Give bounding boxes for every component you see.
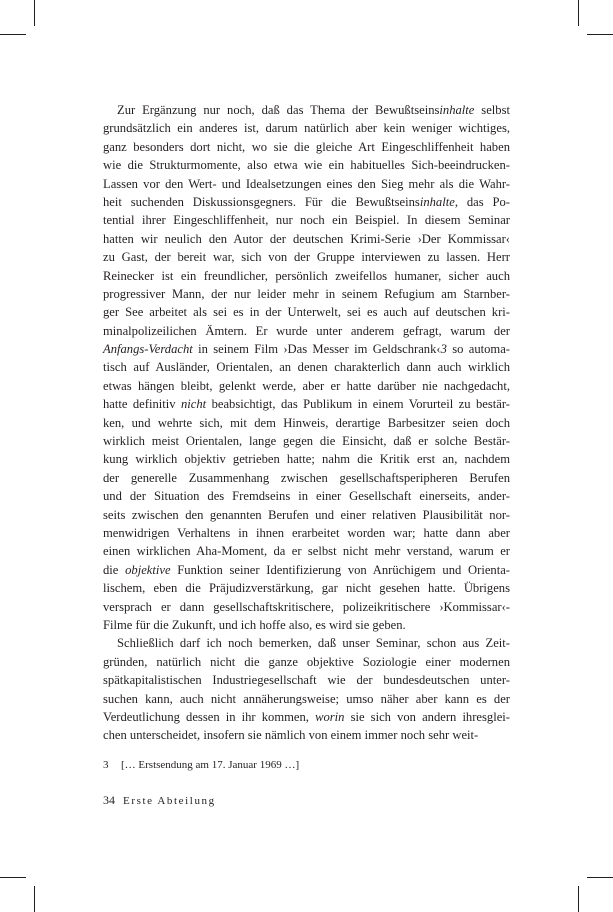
text-run: der generelle Zusammenhang zwischen gesellschaftsperipheren Berufen bbox=[103, 470, 510, 485]
text-line bbox=[103, 414, 510, 432]
footnote-number: 3 bbox=[103, 759, 109, 771]
text-run: Funktion seiner Identifizierung von Anrüchigem und Orienta- bbox=[170, 562, 510, 577]
text-line bbox=[103, 634, 510, 652]
text-run: ganz besonders dort nicht, wo sie die gleiche Art Eingeschliffenheit haben bbox=[103, 139, 510, 154]
text-run: und der Situation des Fremdseins in einer Gesellschaft einerseits, ander- bbox=[103, 489, 510, 504]
text-run: progressiver Mann, der nur leider mehr in seinem Refugium am Starnber- bbox=[103, 286, 510, 301]
text-line bbox=[103, 506, 510, 524]
text-line bbox=[103, 690, 510, 708]
crop-mark bbox=[587, 877, 613, 878]
text-run: die bbox=[103, 562, 126, 577]
text-run: hatte definitiv bbox=[103, 397, 181, 412]
text-run: sie sich von andern ihresglei- bbox=[344, 709, 510, 724]
text-line bbox=[103, 616, 510, 634]
text-run: seits zwischen den genannten Berufen und einer relativen Plausibilität nor- bbox=[103, 507, 510, 522]
text-line bbox=[103, 469, 510, 487]
text-run: so automa- bbox=[446, 342, 510, 357]
crop-mark bbox=[0, 877, 26, 878]
text-run: tisch auf Ausländer, Orientalen, an denen charakterlich dann auch wirklich bbox=[103, 360, 510, 375]
crop-mark bbox=[578, 886, 579, 912]
text-run: einen wirklichen Aha-Moment, da er selbst nicht mehr verstand, warum er bbox=[103, 544, 510, 559]
text-line bbox=[103, 175, 510, 193]
emphasis: inhalte bbox=[439, 103, 475, 117]
text-line bbox=[103, 653, 510, 671]
text-line bbox=[103, 542, 510, 560]
emphasis: Anfangs-Verdacht bbox=[103, 342, 193, 357]
text-line bbox=[103, 340, 510, 358]
text-line bbox=[103, 248, 510, 266]
page-footer bbox=[103, 793, 216, 808]
text-line bbox=[103, 285, 510, 303]
text-line bbox=[103, 156, 510, 174]
emphasis: worin bbox=[315, 709, 345, 724]
text-line bbox=[103, 303, 510, 321]
text-run: versprach er dann gesellschaftskritischere, polizeikritischere ›Kommissar‹- bbox=[103, 599, 510, 614]
text-run: tential ihrer Eingeschliffenheit, nur noch ein Beispiel. In diesem Seminar bbox=[103, 213, 510, 228]
text-run: in seinem Film ›Das Messer im Geldschrank‹ bbox=[192, 342, 441, 357]
text-line bbox=[103, 230, 510, 248]
text-run: lischem, eben die Präjudizverstärkung, gar nicht gesehen hatte. Übrigens bbox=[103, 581, 510, 596]
emphasis: inhalte bbox=[419, 194, 455, 209]
text-line bbox=[103, 708, 510, 726]
text-run: Zur Ergänzung nur noch, daß das Thema der Bewußtseins bbox=[117, 103, 440, 117]
text-line bbox=[103, 579, 510, 597]
text-run: spätkapitalistischen Industriegesellschaft wie der bundesdeutschen unter- bbox=[103, 673, 510, 688]
text-line bbox=[103, 267, 510, 285]
text-run: suchen kann, auch nicht annäherungsweise; umso näher aber kann es der bbox=[103, 691, 510, 706]
text-run: Lassen vor den Wert- und Idealsetzungen eines den Sieg mehr als die Wahr- bbox=[103, 176, 510, 191]
footnote-text: [… Erstsendung am 17. Januar 1969 …] bbox=[121, 759, 300, 771]
text-line bbox=[103, 487, 510, 505]
text-run: heit suchenden Diskussionsgegners. Für die Bewußtseins bbox=[103, 194, 420, 209]
text-line bbox=[103, 561, 510, 579]
crop-mark bbox=[34, 0, 35, 26]
text-run: grundsätzlich ein anderes ist, darum natürlich aber kein weniger wichtiges, bbox=[103, 121, 510, 136]
text-run: gründen, natürlich nicht die ganze objektive Soziologie einer modernen bbox=[103, 654, 510, 669]
crop-mark bbox=[587, 34, 613, 35]
page-number: 34 bbox=[103, 793, 115, 807]
footnote bbox=[103, 757, 510, 773]
text-run: etwas hängen bleibt, gelenkt werde, aber er hatte darüber nie nachgedacht, bbox=[103, 378, 510, 393]
text-run: wie die Strukturmomente, also etwa wie ein habituelles Sich-beeindrucken- bbox=[103, 158, 510, 173]
text-line bbox=[103, 101, 510, 119]
emphasis: objektive bbox=[125, 562, 171, 577]
crop-mark bbox=[578, 0, 579, 26]
text-line bbox=[103, 395, 510, 413]
text-run: kung wirklich objektiv getrieben hatte; nahm die Kritik erst an, nachdem bbox=[103, 452, 510, 467]
text-line bbox=[103, 358, 510, 376]
text-line bbox=[103, 193, 510, 211]
text-run: wirklich meist Orientalen, lange gegen die Einsicht, daß er solche Bestär- bbox=[103, 434, 510, 449]
crop-mark bbox=[0, 34, 26, 35]
body-text bbox=[103, 101, 510, 745]
text-line bbox=[103, 726, 510, 744]
running-head: Erste Abteilung bbox=[123, 795, 216, 807]
crop-mark bbox=[34, 886, 35, 912]
text-run: minalpolizeilichen Ämtern. Er wurde unter anderem gefragt, warum der bbox=[103, 323, 510, 338]
emphasis: 3 bbox=[440, 342, 447, 357]
text-line bbox=[103, 524, 510, 542]
text-run: beabsichtigt, das Publikum in einem Vorurteil zu bestär- bbox=[206, 397, 510, 412]
text-line bbox=[103, 377, 510, 395]
text-run: Schließlich darf ich noch bemerken, daß unser Seminar, schon aus Zeit- bbox=[117, 636, 510, 651]
text-line bbox=[103, 598, 510, 616]
text-line bbox=[103, 119, 510, 137]
text-run: zu Gast, der bereit war, sich von der Gruppe interviewen zu lassen. Herr bbox=[103, 250, 510, 265]
text-run: Filme für die Zukunft, und ich hoffe also, es wird sie geben. bbox=[103, 617, 406, 632]
text-line bbox=[103, 432, 510, 450]
text-run: Verdeutlichung dessen in ihr kommen, bbox=[103, 709, 316, 724]
text-run: chen unterscheidet, insofern sie nämlich von einem immer noch sehr weit- bbox=[103, 728, 479, 743]
text-line bbox=[103, 450, 510, 468]
text-run: menwidrigen Verhaltens in ihnen erarbeitet worden war; hatte dann aber bbox=[103, 525, 510, 540]
text-run: Reinecker ist ein freundlicher, persönlich zweifellos humaner, sicher auch bbox=[103, 268, 510, 283]
text-run: , das Po- bbox=[454, 194, 510, 209]
emphasis: nicht bbox=[180, 397, 207, 412]
text-line bbox=[103, 138, 510, 156]
text-line bbox=[103, 322, 510, 340]
text-run: ken, und wehrte sich, mit dem Hinweis, derartige Barbesitzer seien doch bbox=[103, 415, 510, 430]
text-run: hatten wir neulich den Autor der deutschen Krimi-Serie ›Der Kommissar‹ bbox=[103, 231, 510, 246]
text-line bbox=[103, 671, 510, 689]
text-run: ger See arbeitet als sei es in der Unterwelt, sei es auch auf deutschen kri- bbox=[103, 305, 510, 320]
text-line bbox=[103, 211, 510, 229]
text-run: selbst bbox=[474, 103, 510, 117]
